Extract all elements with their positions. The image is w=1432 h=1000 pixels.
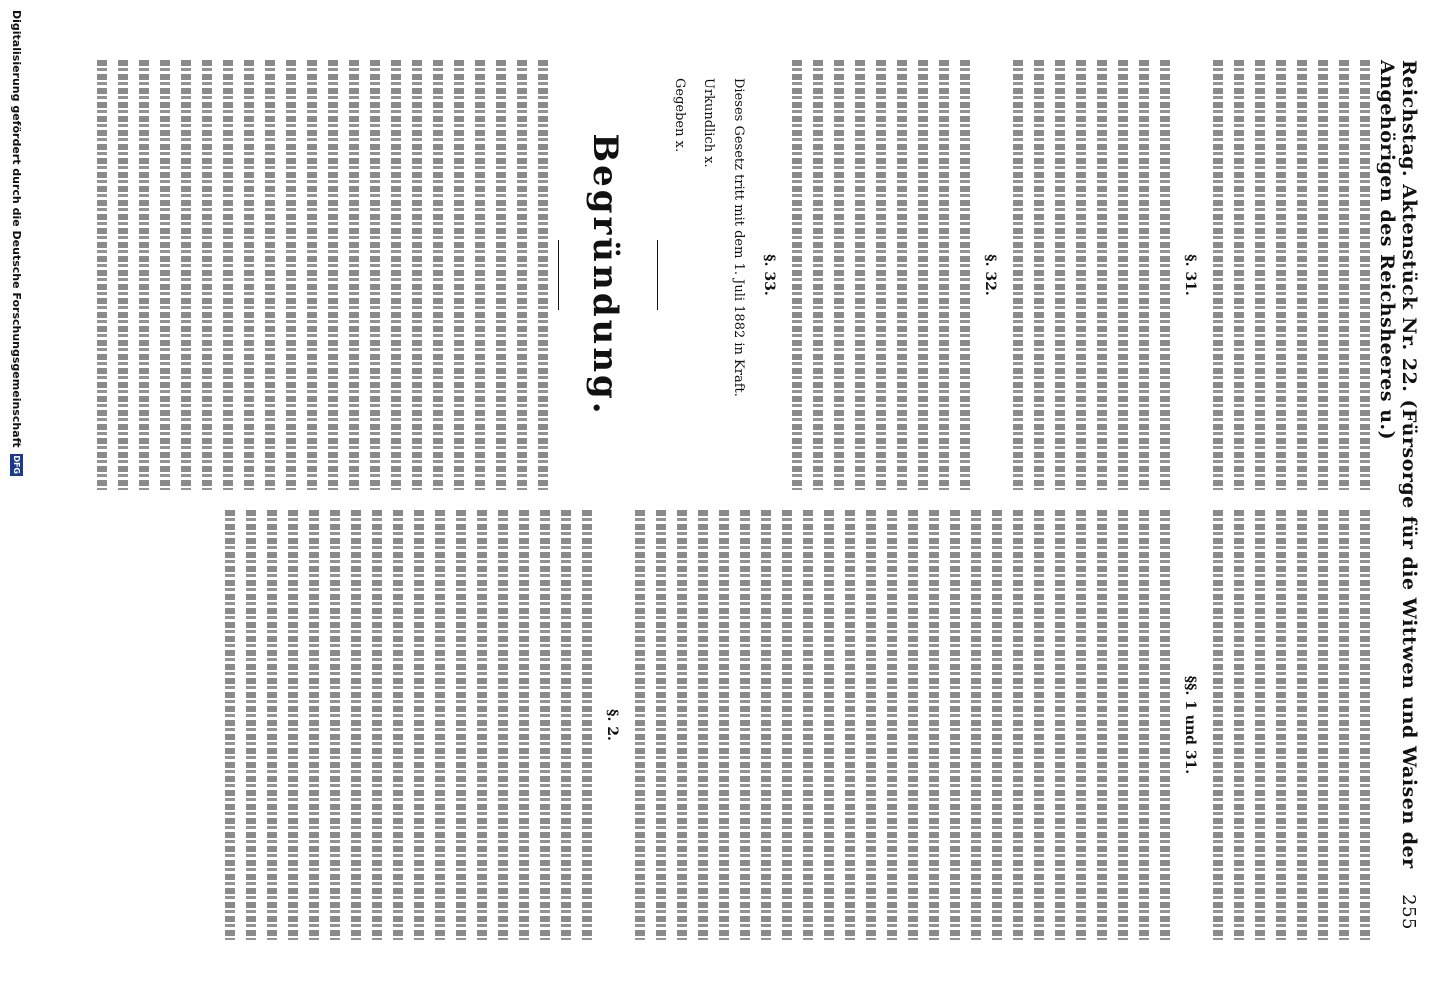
section-heading: §. 32. <box>981 254 998 296</box>
dfg-logo: DFG <box>12 455 22 474</box>
running-title: Reichstag. Aktenstück Nr. 22. (Fürsorge für die Wittwen und Waisen der Angehörigen des Reichsheeres u.) <box>1376 60 1420 869</box>
section-heading: §. 2. <box>603 709 620 741</box>
signature-line: Urkundlich x. <box>701 78 717 168</box>
paragraph-block <box>1213 510 1370 940</box>
section-heading: §. 33. <box>760 254 777 296</box>
paragraph-block <box>97 60 548 490</box>
section-heading: §§. 1 und 31. <box>1182 675 1198 775</box>
divider <box>657 240 658 310</box>
paragraph-block <box>792 60 970 490</box>
page-footer <box>7 10 27 990</box>
given-line: Gegeben x. <box>671 78 687 153</box>
right-column <box>80 510 1370 940</box>
footer-credit: Digitalisierung gefördert durch die Deutsche Forschungsgemeinschaft <box>10 10 24 448</box>
paragraph-block <box>635 510 1170 940</box>
section-heading: §. 31. <box>1182 254 1198 296</box>
paragraph-block <box>1013 60 1170 490</box>
divider <box>558 240 559 310</box>
document-heading: Begründung. <box>585 133 626 417</box>
section33-text: Dieses Gesetz tritt mit dem 1. Juli 1882 in Kraft. <box>730 78 746 397</box>
paragraph-block <box>1213 60 1370 490</box>
paragraph-block <box>225 510 592 940</box>
page-number: 255 <box>1398 894 1419 930</box>
page-header <box>1376 60 1420 930</box>
left-column <box>80 60 1370 490</box>
